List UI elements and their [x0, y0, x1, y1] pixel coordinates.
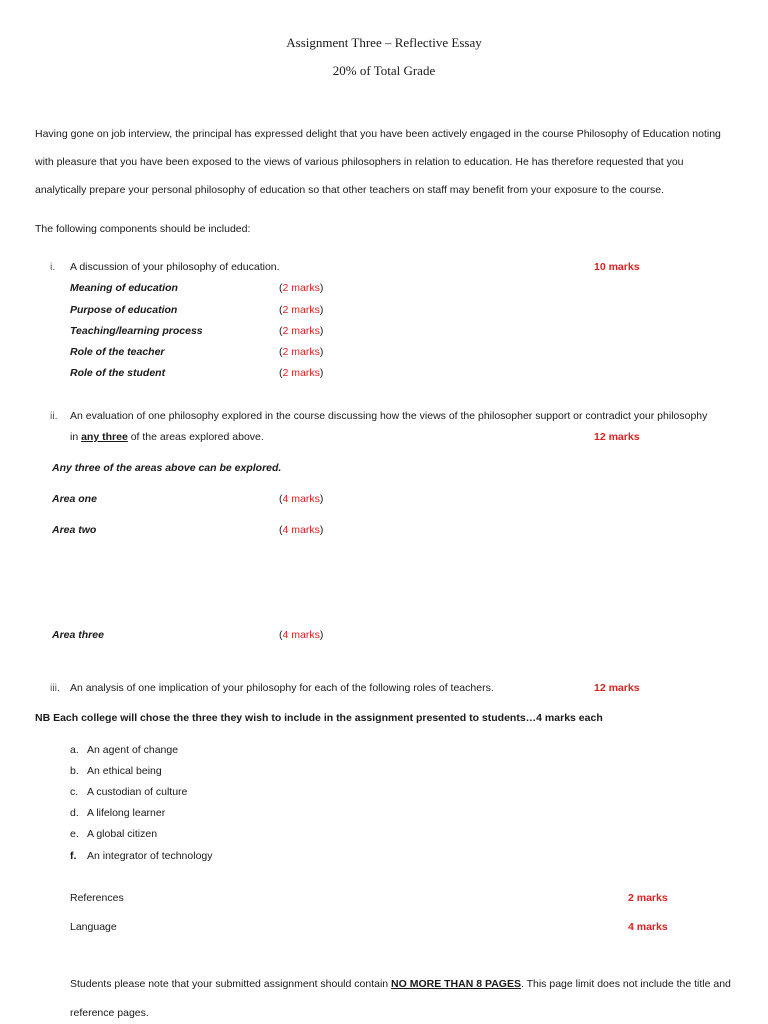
- role-letter: c.: [70, 786, 79, 798]
- nb-note: NB Each college will chose the three they wish to include in the assignment presented to students…4 marks each: [35, 712, 603, 724]
- language-label: Language: [70, 921, 117, 933]
- area-marks: (4 marks): [279, 493, 324, 505]
- section-2-note: Any three of the areas above can be explored.: [52, 462, 282, 474]
- area-label: Area three: [52, 629, 104, 641]
- role-text: A lifelong learner: [87, 807, 166, 819]
- section-1-marks: 10 marks: [594, 261, 640, 273]
- section-3-numeral: iii.: [50, 682, 60, 694]
- role-text: A custodian of culture: [87, 786, 188, 798]
- area-marks: (4 marks): [279, 524, 324, 536]
- role-text: An integrator of technology: [87, 850, 213, 862]
- role-letter: b.: [70, 765, 79, 777]
- criterion-marks: (2 marks): [279, 282, 324, 294]
- intro-line-2: with pleasure that you have been exposed to the views of various philosophers in relation to education. He has therefore requested that you: [35, 156, 684, 168]
- criterion-label: Role of the student: [70, 367, 166, 379]
- section-1-numeral: i.: [50, 261, 56, 273]
- criterion-marks: (2 marks): [279, 304, 324, 316]
- criterion-marks: (2 marks): [279, 346, 324, 358]
- role-text: An ethical being: [87, 765, 162, 777]
- intro-line-1: Having gone on job interview, the principal has expressed delight that you have been actively engaged in the course Philosophy of Education noting: [35, 128, 721, 140]
- role-letter: e.: [70, 828, 79, 840]
- role-letter: d.: [70, 807, 79, 819]
- criterion-marks: (2 marks): [279, 325, 324, 337]
- references-label: References: [70, 892, 124, 904]
- emphasis-any-three: any three: [81, 431, 128, 443]
- area-marks: (4 marks): [279, 629, 324, 641]
- criterion-label: Meaning of education: [70, 282, 178, 294]
- section-3-marks: 12 marks: [594, 682, 640, 694]
- section-2-marks: 12 marks: [594, 431, 640, 443]
- page-limit-note: Students please note that your submitted assignment should contain NO MORE THAN 8 PAGES. This page limit does not include the title and: [70, 978, 731, 990]
- role-text: An agent of change: [87, 744, 179, 756]
- document-subtitle: 20% of Total Grade: [332, 63, 436, 78]
- section-2-line-1: An evaluation of one philosophy explored in the course discussing how the views of the philosopher support or contradict your philosophy: [70, 410, 708, 422]
- page-limit-emphasis: NO MORE THAN 8 PAGES: [391, 978, 521, 990]
- criterion-marks: (2 marks): [279, 367, 324, 379]
- section-2-line-2: in any three of the areas explored above.: [70, 431, 264, 443]
- references-marks: 2 marks: [628, 892, 668, 904]
- document-title: Assignment Three – Reflective Essay: [286, 35, 482, 50]
- criterion-label: Teaching/learning process: [70, 325, 203, 337]
- role-letter: a.: [70, 744, 79, 756]
- page-limit-note-line-2: reference pages.: [70, 1007, 149, 1019]
- section-2-numeral: ii.: [50, 410, 58, 422]
- criterion-label: Role of the teacher: [70, 346, 165, 358]
- components-intro: The following components should be included:: [35, 223, 251, 235]
- role-text: A global citizen: [87, 828, 158, 840]
- area-label: Area one: [52, 493, 97, 505]
- language-marks: 4 marks: [628, 921, 668, 933]
- area-label: Area two: [52, 524, 97, 536]
- section-1-text: A discussion of your philosophy of education.: [70, 261, 280, 273]
- intro-line-3: analytically prepare your personal philosophy of education so that other teachers on staff may benefit from your exposure to the course.: [35, 184, 665, 196]
- section-3-text: An analysis of one implication of your philosophy for each of the following roles of teachers.: [70, 682, 494, 694]
- role-letter: f.: [70, 850, 77, 862]
- criterion-label: Purpose of education: [70, 304, 178, 316]
